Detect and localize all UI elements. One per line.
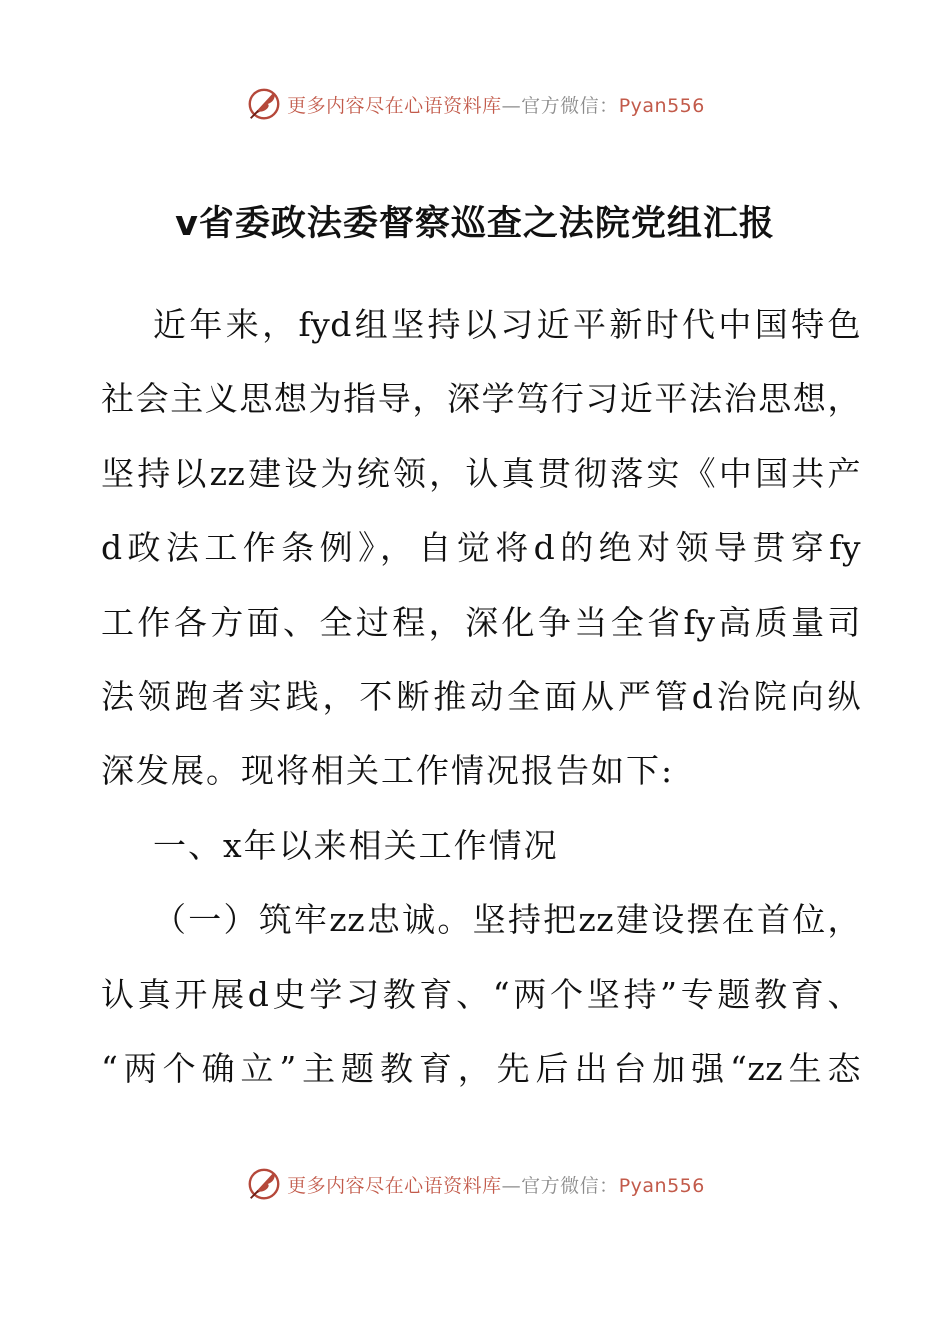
paragraph-line: d政法工作条例》，自觉将d的绝对领导贯穿fy — [101, 528, 861, 568]
paragraph-line: “两个确立”主题教育，先后出台加强“zz生态 — [101, 1048, 861, 1088]
watermark-text — [287, 1171, 705, 1198]
quill-logo-icon — [245, 1165, 283, 1203]
header-watermark — [0, 82, 950, 126]
watermark-wechat-id: Pyan556 — [618, 94, 705, 117]
watermark-site: 更多内容尽在心语资料库 — [287, 94, 502, 117]
paragraph-line: 法领跑者实践，不断推动全面从严管d治院向纵 — [101, 676, 861, 716]
footer-watermark — [0, 1162, 950, 1206]
paragraph-line: 坚持以zz建设为统领，认真贯彻落实《中国共产 — [101, 453, 861, 493]
watermark-wechat-id: Pyan556 — [618, 1174, 705, 1197]
document-body — [101, 288, 861, 1106]
watermark-label: —官方微信： — [501, 1174, 619, 1197]
document-title: v省委政法委督察巡查之法院党组汇报 — [175, 204, 775, 244]
watermark-label: —官方微信： — [501, 94, 619, 117]
paragraph-line: 认真开展d史学习教育、“两个坚持”专题教育、 — [101, 974, 861, 1014]
paragraph-line: 深发展。现将相关工作情况报告如下: — [101, 751, 675, 791]
section-heading: 一、x年以来相关工作情况 — [153, 825, 559, 865]
watermark-site: 更多内容尽在心语资料库 — [287, 1174, 502, 1197]
watermark-text — [287, 91, 705, 118]
paragraph-line: 社会主义思想为指导，深学笃行习近平法治思想， — [101, 379, 861, 419]
paragraph-line: 近年来，fyd组坚持以习近平新时代中国特色 — [153, 305, 861, 344]
quill-logo-icon — [245, 85, 283, 123]
paragraph-line: 工作各方面、全过程，深化争当全省fy高质量司 — [101, 602, 861, 642]
paragraph-line: （一）筑牢zz忠诚。坚持把zz建设摆在首位， — [153, 900, 861, 940]
